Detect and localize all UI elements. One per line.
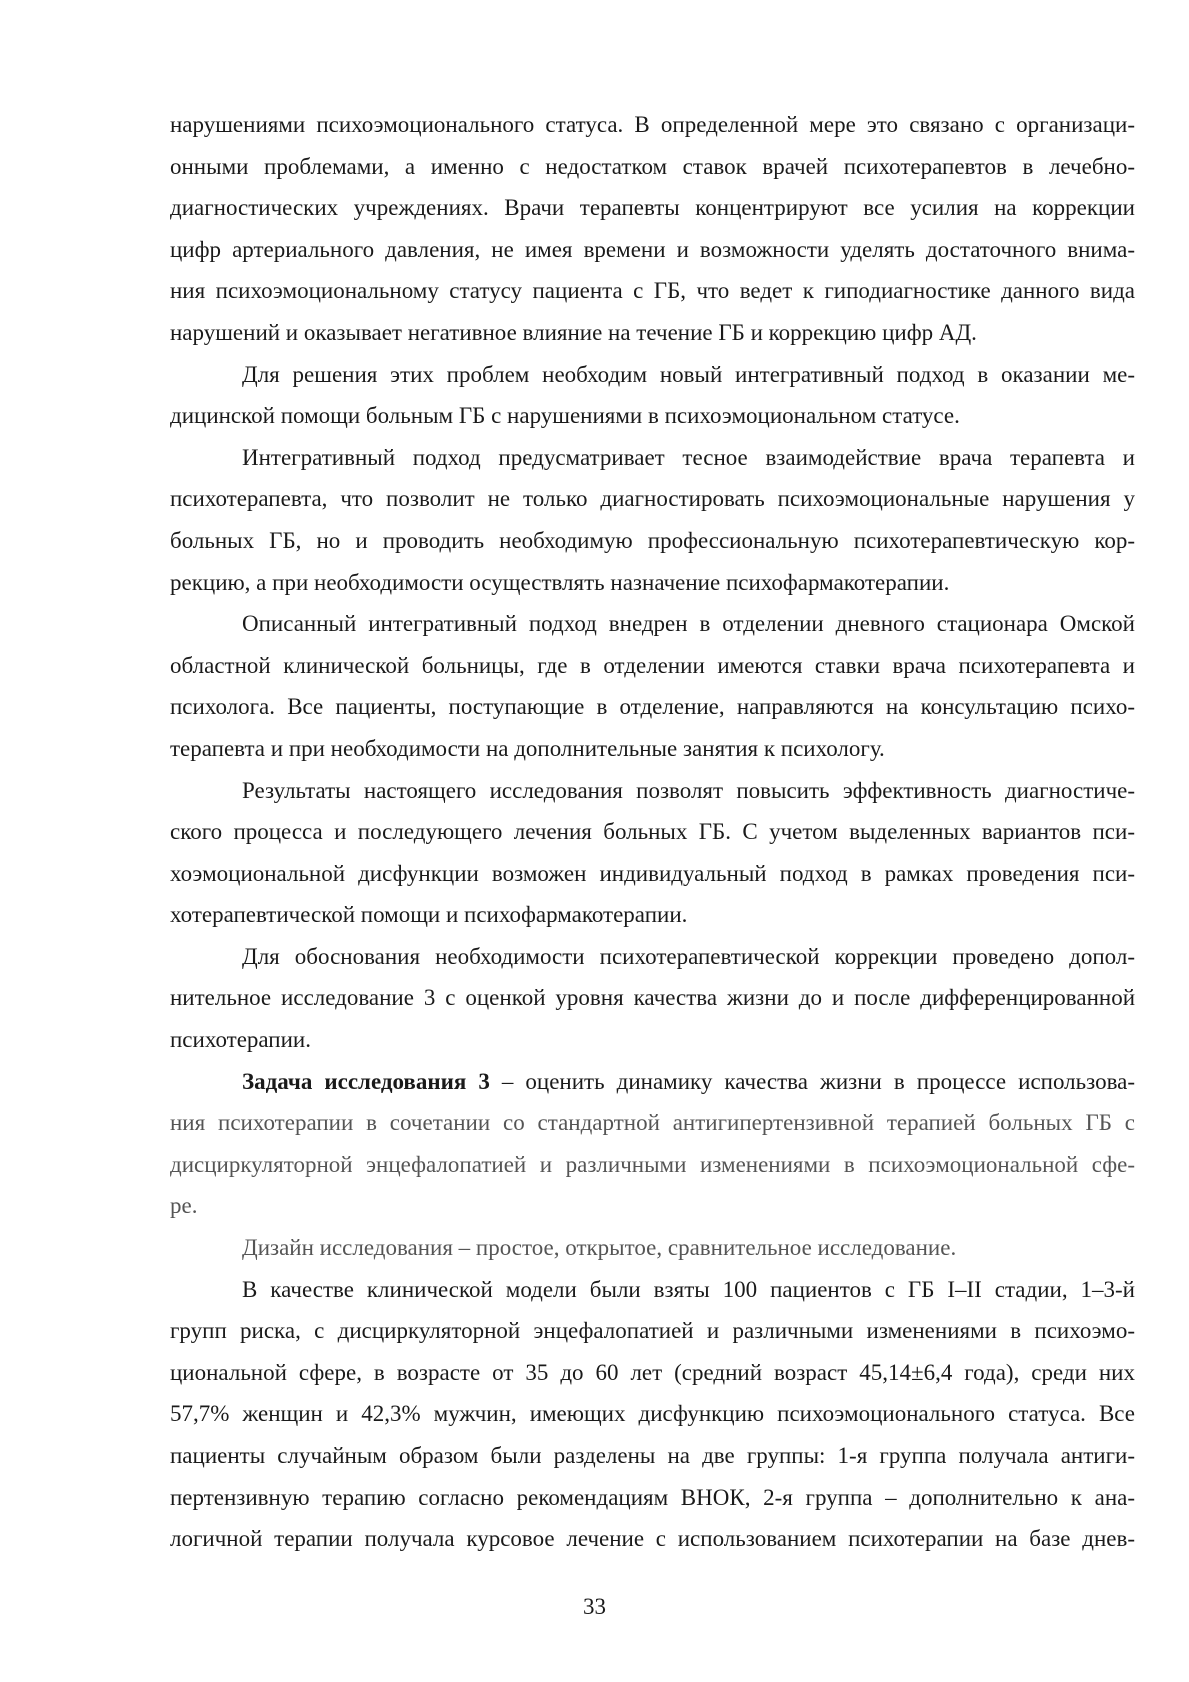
line-text: нарушениями психоэмоционального статуса. В определенной мере это связано с организаци- (170, 112, 1135, 137)
text-line (170, 1352, 1135, 1394)
text-line (170, 1269, 1135, 1311)
line-text: – оценить динамику качества жизни в процессе использова- (501, 1068, 1136, 1094)
text-line (170, 562, 1135, 604)
text-line (170, 811, 1135, 853)
line-text: психотерапевта, что позволит не только диагностировать психоэмоциональные нарушения у (170, 486, 1135, 512)
line-text: дисциркуляторной энцефалопатией и различными изменениями в психоэмоциональной сфе- (170, 1151, 1135, 1177)
text-line (170, 478, 1135, 520)
line-text: циональной сфере, в возрасте от 35 до 60 лет (средний возраст 45,14±6,4 года), среди них (170, 1359, 1135, 1385)
document-body (170, 104, 1135, 1560)
page-number: 33 (583, 1594, 606, 1619)
text-line (170, 437, 1135, 479)
line-text: нительное исследование 3 с оценкой уровня качества жизни до и после дифференцированной (170, 985, 1135, 1011)
line-text: пациенты случайным образом были разделены на две группы: 1-я группа получала антиги- (170, 1443, 1135, 1468)
text-line (170, 187, 1135, 229)
text-line (170, 894, 1135, 936)
line-text: ния психотерапии в сочетании со стандартной антигипертензивной терапией больных ГБ с (170, 1110, 1135, 1136)
text-line (170, 146, 1135, 188)
line-text: терапевта и при необходимости на дополнительные занятия к психологу. (170, 735, 885, 761)
text-line (170, 395, 1135, 437)
text-line (170, 686, 1135, 728)
line-text: логичной терапии получала курсовое лечение с использованием психотерапии на базе днев- (170, 1526, 1135, 1552)
line-text: диагностических учреждениях. Врачи терапевты концентрируют все усилия на коррекции (170, 195, 1135, 221)
text-line (170, 1019, 1135, 1061)
line-text: Описанный интегративный подход внедрен в отделении дневного стационара Омской (242, 611, 1135, 637)
text-line (170, 1310, 1135, 1352)
text-line (170, 270, 1135, 312)
text-line (170, 1435, 1135, 1477)
line-text: пертензивную терапию согласно рекомендациям ВНОК, 2-я группа – дополнительно к ана- (170, 1484, 1135, 1510)
text-line (170, 853, 1135, 895)
line-text: хоэмоциональной дисфункции возможен индивидуальный подход в рамках проведения пси- (170, 860, 1135, 886)
line-text: групп риска, с дисциркуляторной энцефалопатией и различными изменениями в психоэмо- (170, 1318, 1135, 1344)
text-line (170, 1061, 1135, 1103)
text-line (170, 603, 1135, 645)
text-line (170, 312, 1135, 354)
text-line (170, 229, 1135, 271)
line-text: цифр артериального давления, не имея времени и возможности уделять достаточного внима- (170, 236, 1135, 262)
text-line (170, 1102, 1135, 1144)
text-line (170, 1393, 1135, 1435)
line-text: Интегративный подход предусматривает тесное взаимодействие врача терапевта и (242, 444, 1135, 470)
text-line (170, 1227, 1135, 1269)
line-text: хотерапевтической помощи и психофармакотерапии. (170, 902, 688, 928)
text-line (170, 1144, 1135, 1186)
line-text: больных ГБ, но и проводить необходимую профессиональную психотерапевтическую кор- (170, 527, 1135, 553)
text-line (170, 1518, 1135, 1560)
line-text: психотерапии. (170, 1027, 311, 1053)
text-line (170, 104, 1135, 146)
line-text: дицинской помощи больным ГБ с нарушениями в психоэмоциональном статусе. (170, 403, 960, 429)
text-line (170, 1477, 1135, 1519)
line-text: Для решения этих проблем необходим новый интегративный подход в оказании ме- (242, 361, 1135, 387)
line-text: 57,7% женщин и 42,3% мужчин, имеющих дисфункцию психоэмоционального статуса. Все (170, 1401, 1135, 1427)
text-line (170, 728, 1135, 770)
text-line (170, 354, 1135, 396)
line-text: В качестве клинической модели были взяты 100 пациентов с ГБ I–II стадии, 1–3-й (242, 1276, 1135, 1302)
text-line (170, 770, 1135, 812)
line-text: рекцию, а при необходимости осуществлять назначение психофармакотерапии. (170, 569, 950, 595)
text-line (170, 520, 1135, 562)
line-text: Для обоснования необходимости психотерапевтической коррекции проведено допол- (242, 943, 1135, 969)
text-line (170, 936, 1135, 978)
line-text: областной клинической больницы, где в отделении имеются ставки врача психотерапевта и (170, 652, 1135, 678)
line-text: нарушений и оказывает негативное влияние на течение ГБ и коррекцию цифр АД. (170, 319, 977, 345)
line-text: ского процесса и последующего лечения больных ГБ. С учетом выделенных вариантов пси- (170, 819, 1135, 845)
line-text: психолога. Все пациенты, поступающие в отделение, направляются на консультацию психо- (170, 694, 1135, 720)
line-text: Дизайн исследования – простое, открытое, сравнительное исследование. (242, 1235, 957, 1261)
text-line (170, 645, 1135, 687)
line-text: онными проблемами, а именно с недостатком ставок врачей психотерапевтов в лечебно- (170, 153, 1135, 179)
line-text: ния психоэмоциональному статусу пациента с ГБ, что ведет к гиподиагностике данного вида (170, 278, 1135, 304)
bold-heading: Задача исследования 3 (242, 1068, 490, 1094)
text-line (170, 977, 1135, 1019)
line-text: Результаты настоящего исследования позволят повысить эффективность диагностиче- (242, 777, 1135, 803)
text-line (170, 1185, 1135, 1227)
line-text: ре. (170, 1193, 198, 1219)
